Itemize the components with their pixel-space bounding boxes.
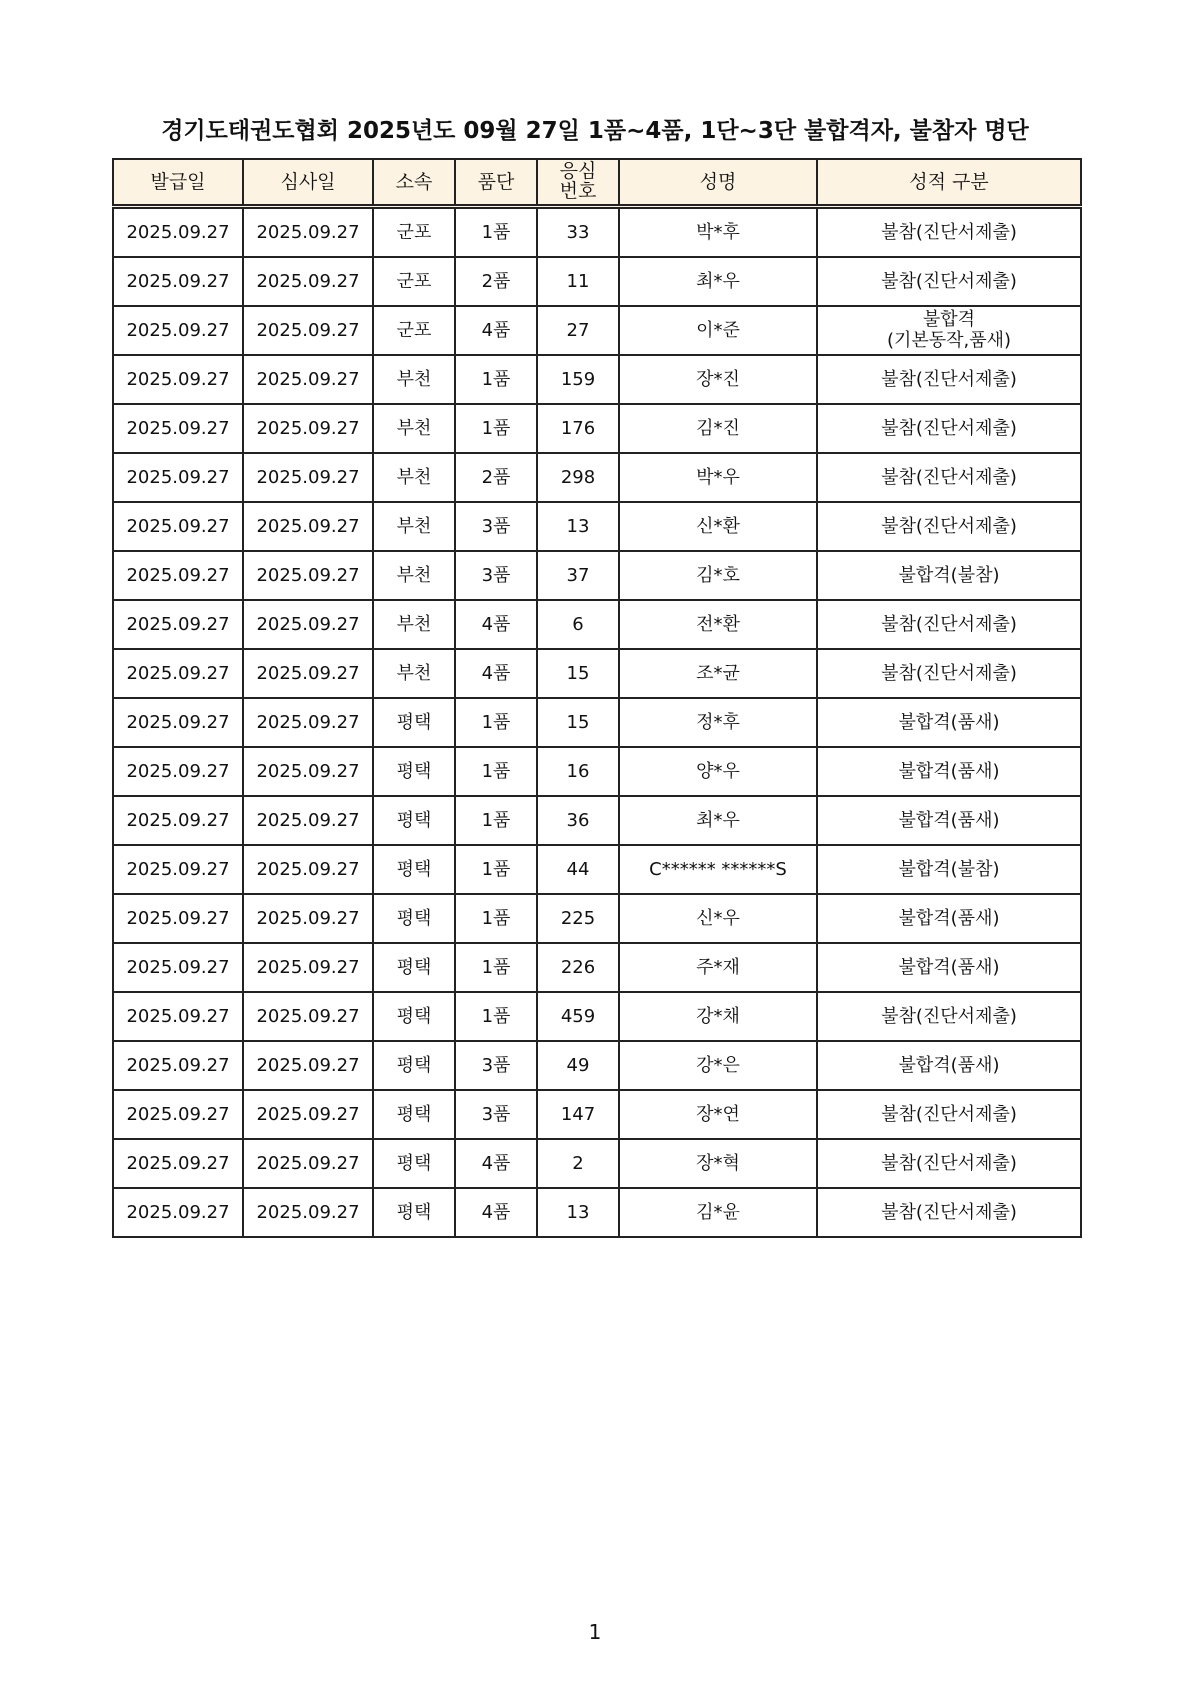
cell-result: 불합격(불참) (817, 845, 1081, 894)
cell-issue-date: 2025.09.27 (113, 1188, 243, 1237)
cell-exam-number: 13 (537, 502, 619, 551)
cell-exam-number: 159 (537, 355, 619, 404)
table-row (113, 943, 1081, 992)
cell-name: 양*우 (619, 747, 817, 796)
cell-exam-number: 15 (537, 649, 619, 698)
cell-grade: 1품 (455, 845, 537, 894)
cell-result: 불참(진단서제출) (817, 404, 1081, 453)
table-row (113, 845, 1081, 894)
cell-issue-date: 2025.09.27 (113, 355, 243, 404)
cell-exam-number: 16 (537, 747, 619, 796)
cell-affiliation: 평택 (373, 894, 455, 943)
cell-exam-date: 2025.09.27 (243, 943, 373, 992)
header-affiliation: 소속 (373, 159, 455, 207)
cell-exam-date: 2025.09.27 (243, 551, 373, 600)
header-result: 성적 구분 (817, 159, 1081, 207)
page-number: 1 (588, 1620, 602, 1644)
cell-affiliation: 군포 (373, 257, 455, 306)
table-row (113, 1090, 1081, 1139)
cell-exam-date: 2025.09.27 (243, 1041, 373, 1090)
header-grade: 품단 (455, 159, 537, 207)
cell-grade: 3품 (455, 502, 537, 551)
cell-name: 김*윤 (619, 1188, 817, 1237)
cell-grade: 3품 (455, 1090, 537, 1139)
cell-result: 불합격(품새) (817, 1041, 1081, 1090)
cell-name: 장*진 (619, 355, 817, 404)
table-row (113, 747, 1081, 796)
cell-name: 장*혁 (619, 1139, 817, 1188)
cell-name: 박*후 (619, 207, 817, 258)
cell-name: 이*준 (619, 306, 817, 355)
cell-exam-date: 2025.09.27 (243, 747, 373, 796)
header-exam-number (537, 159, 619, 207)
cell-issue-date: 2025.09.27 (113, 306, 243, 355)
cell-grade: 1품 (455, 894, 537, 943)
cell-exam-date: 2025.09.27 (243, 992, 373, 1041)
cell-grade: 2품 (455, 453, 537, 502)
cell-exam-date: 2025.09.27 (243, 698, 373, 747)
cell-exam-number: 298 (537, 453, 619, 502)
cell-affiliation: 부천 (373, 600, 455, 649)
cell-issue-date: 2025.09.27 (113, 649, 243, 698)
cell-name: 최*우 (619, 257, 817, 306)
cell-issue-date: 2025.09.27 (113, 404, 243, 453)
cell-result: 불합격(품새) (817, 894, 1081, 943)
cell-affiliation: 평택 (373, 1139, 455, 1188)
cell-affiliation: 평택 (373, 698, 455, 747)
cell-name: 주*재 (619, 943, 817, 992)
cell-result: 불참(진단서제출) (817, 502, 1081, 551)
cell-exam-date: 2025.09.27 (243, 306, 373, 355)
cell-grade: 4품 (455, 306, 537, 355)
cell-issue-date: 2025.09.27 (113, 1041, 243, 1090)
cell-exam-number: 226 (537, 943, 619, 992)
cell-affiliation: 군포 (373, 207, 455, 258)
cell-grade: 4품 (455, 1139, 537, 1188)
cell-grade: 4품 (455, 649, 537, 698)
cell-exam-date: 2025.09.27 (243, 796, 373, 845)
header-issue-date: 발급일 (113, 159, 243, 207)
cell-affiliation: 평택 (373, 1090, 455, 1139)
failed-absent-table (112, 158, 1082, 1238)
cell-affiliation: 평택 (373, 796, 455, 845)
cell-result: 불참(진단서제출) (817, 1090, 1081, 1139)
cell-result: 불합격(불참) (817, 551, 1081, 600)
cell-affiliation: 평택 (373, 992, 455, 1041)
cell-issue-date: 2025.09.27 (113, 453, 243, 502)
cell-result: 불참(진단서제출) (817, 600, 1081, 649)
cell-exam-date: 2025.09.27 (243, 355, 373, 404)
cell-result: 불합격(품새) (817, 943, 1081, 992)
cell-exam-number: 37 (537, 551, 619, 600)
cell-grade: 1품 (455, 943, 537, 992)
cell-issue-date: 2025.09.27 (113, 1090, 243, 1139)
header-exam-number-line2: 번호 (559, 180, 597, 202)
cell-exam-number: 13 (537, 1188, 619, 1237)
cell-grade: 3품 (455, 1041, 537, 1090)
cell-result (817, 306, 1081, 355)
header-exam-number-line1: 응심 (559, 160, 597, 183)
cell-grade: 2품 (455, 257, 537, 306)
cell-affiliation: 부천 (373, 404, 455, 453)
cell-name: 최*우 (619, 796, 817, 845)
cell-grade: 1품 (455, 207, 537, 258)
header-name: 성명 (619, 159, 817, 207)
cell-name: 강*은 (619, 1041, 817, 1090)
cell-issue-date: 2025.09.27 (113, 502, 243, 551)
cell-name: 강*채 (619, 992, 817, 1041)
table-row (113, 207, 1081, 258)
cell-name: 전*환 (619, 600, 817, 649)
cell-result: 불참(진단서제출) (817, 257, 1081, 306)
cell-result: 불참(진단서제출) (817, 649, 1081, 698)
cell-exam-date: 2025.09.27 (243, 404, 373, 453)
table-row (113, 1188, 1081, 1237)
cell-name: 정*후 (619, 698, 817, 747)
cell-exam-number: 49 (537, 1041, 619, 1090)
cell-exam-date: 2025.09.27 (243, 600, 373, 649)
cell-grade: 1품 (455, 747, 537, 796)
cell-name: 김*진 (619, 404, 817, 453)
cell-issue-date: 2025.09.27 (113, 257, 243, 306)
table-row (113, 453, 1081, 502)
cell-grade: 1품 (455, 698, 537, 747)
cell-result: 불참(진단서제출) (817, 1188, 1081, 1237)
cell-exam-number: 15 (537, 698, 619, 747)
table-row (113, 796, 1081, 845)
cell-affiliation: 평택 (373, 1188, 455, 1237)
cell-issue-date: 2025.09.27 (113, 845, 243, 894)
cell-issue-date: 2025.09.27 (113, 992, 243, 1041)
cell-exam-date: 2025.09.27 (243, 453, 373, 502)
cell-issue-date: 2025.09.27 (113, 796, 243, 845)
cell-exam-date: 2025.09.27 (243, 502, 373, 551)
cell-exam-date: 2025.09.27 (243, 649, 373, 698)
cell-exam-number: 176 (537, 404, 619, 453)
table-row (113, 600, 1081, 649)
table-row (113, 992, 1081, 1041)
cell-issue-date: 2025.09.27 (113, 600, 243, 649)
cell-grade: 1품 (455, 992, 537, 1041)
cell-affiliation: 평택 (373, 845, 455, 894)
cell-exam-number: 225 (537, 894, 619, 943)
cell-issue-date: 2025.09.27 (113, 698, 243, 747)
table-row (113, 894, 1081, 943)
cell-exam-number: 459 (537, 992, 619, 1041)
cell-affiliation: 부천 (373, 355, 455, 404)
table-row (113, 502, 1081, 551)
table-header-row (113, 159, 1081, 207)
cell-name: 신*우 (619, 894, 817, 943)
table-row (113, 649, 1081, 698)
cell-affiliation: 부천 (373, 551, 455, 600)
cell-affiliation: 군포 (373, 306, 455, 355)
cell-result-line2: (기본동작,품새) (886, 329, 1012, 351)
cell-name: C****** ******S (619, 845, 817, 894)
cell-issue-date: 2025.09.27 (113, 207, 243, 258)
cell-affiliation: 부천 (373, 649, 455, 698)
table-row (113, 551, 1081, 600)
cell-exam-number: 44 (537, 845, 619, 894)
cell-affiliation: 평택 (373, 747, 455, 796)
cell-grade: 1품 (455, 355, 537, 404)
table-row (113, 404, 1081, 453)
cell-exam-number: 11 (537, 257, 619, 306)
table-row (113, 257, 1081, 306)
cell-exam-date: 2025.09.27 (243, 1139, 373, 1188)
cell-name: 신*환 (619, 502, 817, 551)
cell-exam-number: 2 (537, 1139, 619, 1188)
cell-affiliation: 부천 (373, 502, 455, 551)
cell-grade: 1품 (455, 796, 537, 845)
cell-issue-date: 2025.09.27 (113, 747, 243, 796)
cell-issue-date: 2025.09.27 (113, 1139, 243, 1188)
cell-name: 김*호 (619, 551, 817, 600)
cell-grade: 4품 (455, 1188, 537, 1237)
table-row (113, 1041, 1081, 1090)
table-row (113, 355, 1081, 404)
cell-result: 불참(진단서제출) (817, 207, 1081, 258)
cell-name: 조*균 (619, 649, 817, 698)
page-title: 경기도태권도협회 2025년도 09월 27일 1품~4품, 1단~3단 불합격자, 불참자 명단 (161, 118, 1029, 144)
table-row (113, 698, 1081, 747)
table-row (113, 1139, 1081, 1188)
cell-exam-date: 2025.09.27 (243, 207, 373, 258)
table-row (113, 306, 1081, 355)
cell-issue-date: 2025.09.27 (113, 894, 243, 943)
cell-exam-date: 2025.09.27 (243, 1090, 373, 1139)
cell-exam-date: 2025.09.27 (243, 845, 373, 894)
cell-result: 불참(진단서제출) (817, 453, 1081, 502)
cell-result: 불합격(품새) (817, 796, 1081, 845)
cell-exam-number: 33 (537, 207, 619, 258)
cell-result: 불참(진단서제출) (817, 355, 1081, 404)
cell-name: 장*연 (619, 1090, 817, 1139)
cell-result: 불합격(품새) (817, 698, 1081, 747)
cell-result: 불합격(품새) (817, 747, 1081, 796)
cell-affiliation: 평택 (373, 943, 455, 992)
cell-exam-date: 2025.09.27 (243, 1188, 373, 1237)
cell-affiliation: 부천 (373, 453, 455, 502)
cell-grade: 4품 (455, 600, 537, 649)
header-exam-date: 심사일 (243, 159, 373, 207)
cell-result-line1: 불합격 (922, 308, 976, 330)
cell-exam-number: 36 (537, 796, 619, 845)
cell-exam-date: 2025.09.27 (243, 894, 373, 943)
cell-grade: 3품 (455, 551, 537, 600)
cell-exam-number: 6 (537, 600, 619, 649)
cell-affiliation: 평택 (373, 1041, 455, 1090)
cell-exam-date: 2025.09.27 (243, 257, 373, 306)
cell-name: 박*우 (619, 453, 817, 502)
cell-exam-number: 147 (537, 1090, 619, 1139)
cell-grade: 1품 (455, 404, 537, 453)
cell-result: 불참(진단서제출) (817, 1139, 1081, 1188)
cell-result: 불참(진단서제출) (817, 992, 1081, 1041)
cell-exam-number: 27 (537, 306, 619, 355)
cell-issue-date: 2025.09.27 (113, 551, 243, 600)
cell-issue-date: 2025.09.27 (113, 943, 243, 992)
